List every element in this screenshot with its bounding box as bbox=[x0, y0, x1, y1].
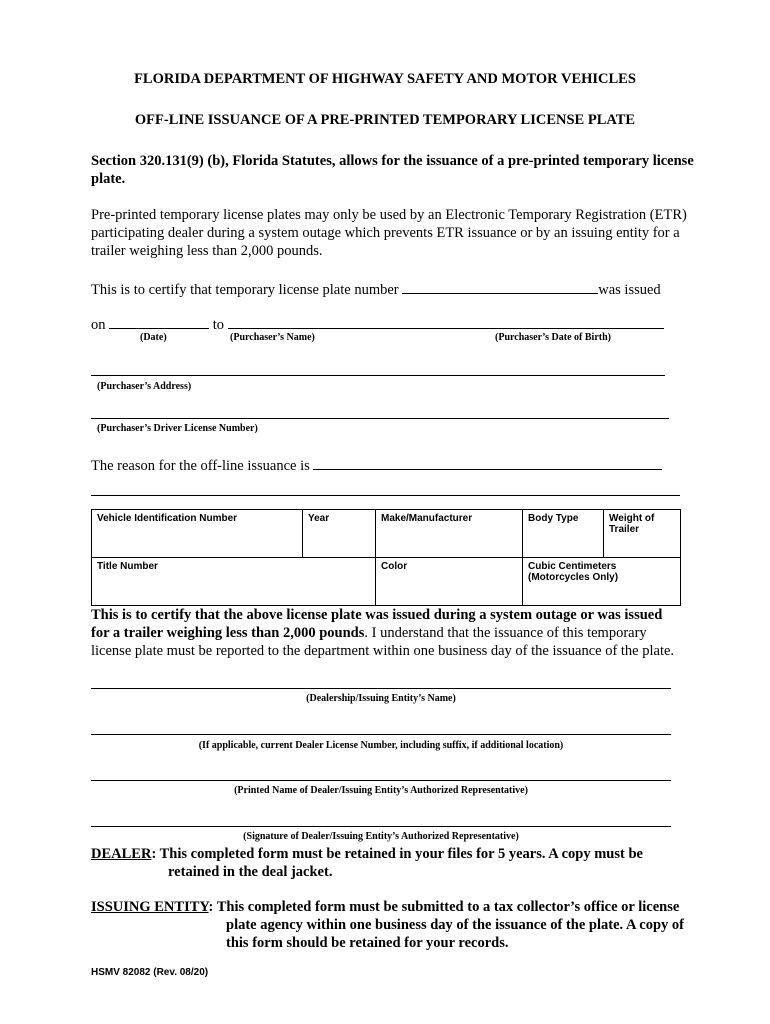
color-cell[interactable] bbox=[376, 558, 523, 606]
signature-label: (Signature of Dealer/Issuing Entity’s Authorized Representative) bbox=[243, 831, 519, 842]
color-label: Color bbox=[381, 561, 408, 572]
title-number-label: Title Number bbox=[97, 561, 158, 572]
cc-cell[interactable] bbox=[523, 558, 681, 606]
reason-field[interactable] bbox=[313, 455, 662, 470]
date-purchaser-line bbox=[91, 314, 664, 334]
make-cell[interactable] bbox=[376, 510, 523, 558]
form-number: HSMV 82082 (Rev. 08/20) bbox=[91, 967, 209, 978]
body-type-label: Body Type bbox=[528, 513, 579, 524]
cc-label: Cubic Centimeters (Motorcycles Only) bbox=[528, 561, 619, 583]
certify-plate-line bbox=[91, 279, 661, 299]
weight-cell[interactable] bbox=[604, 510, 681, 558]
certification-bold-part: for a trailer weighing less than 2,000 pounds bbox=[91, 625, 365, 641]
signature-field[interactable] bbox=[91, 826, 671, 827]
year-label: Year bbox=[308, 513, 330, 524]
issuing-retention-line2: plate agency within one business day of the issuance of the plate. A copy of bbox=[226, 917, 684, 933]
purchaser-name-label: (Purchaser’s Name) bbox=[230, 332, 315, 343]
purchaser-address-label: (Purchaser’s Address) bbox=[97, 381, 192, 392]
certify-text-after: was issued bbox=[598, 282, 661, 298]
issuing-retention-line1 bbox=[91, 898, 679, 916]
dealer-retention-line2: retained in the deal jacket. bbox=[168, 864, 333, 880]
certify-text-before: This is to certify that temporary license plate number bbox=[91, 282, 399, 298]
purchaser-license-field[interactable] bbox=[91, 418, 669, 419]
date-label: (Date) bbox=[140, 332, 167, 343]
statute-text-line1: Section 320.131(9) (b), Florida Statutes, allows for the issuance of a pre-printed temporary license bbox=[91, 153, 694, 169]
usage-text-line1: Pre-printed temporary license plates may only be used by an Electronic Temporary Registration (ETR) bbox=[91, 207, 687, 223]
purchaser-dob-label: (Purchaser’s Date of Birth) bbox=[495, 332, 611, 343]
dealer-retention-line1 bbox=[91, 845, 643, 863]
body-type-cell[interactable] bbox=[523, 510, 604, 558]
weight-label: Weight of Trailer bbox=[609, 513, 655, 535]
to-label: to bbox=[212, 317, 225, 333]
entity-name-label: (Dealership/Issuing Entity’s Name) bbox=[306, 693, 456, 704]
issuing-retention-line3: this form should be retained for your records. bbox=[226, 935, 509, 951]
dealer-license-label: (If applicable, current Dealer License Number, including suffix, if additional location) bbox=[198, 740, 564, 751]
reason-label: The reason for the off-line issuance is bbox=[91, 458, 310, 474]
issuing-entity-label: ISSUING ENTITY bbox=[91, 899, 209, 915]
title-number-cell[interactable] bbox=[92, 558, 376, 606]
statute-text-line2: plate. bbox=[91, 171, 126, 187]
certification-line3: license plate must be reported to the department within one business day of the issuance of the plate. bbox=[91, 643, 675, 659]
dealer-text-line1: : This completed form must be retained in your files for 5 years. A copy must be bbox=[151, 846, 643, 862]
vin-label: Vehicle Identification Number bbox=[97, 513, 238, 524]
printed-name-label: (Printed Name of Dealer/Issuing Entity’s Authorized Representative) bbox=[234, 785, 528, 796]
vehicle-info-table bbox=[91, 509, 681, 606]
dealer-label: DEALER bbox=[91, 846, 152, 862]
agency-title: FLORIDA DEPARTMENT OF HIGHWAY SAFETY AND MOTOR VEHICLES bbox=[134, 71, 636, 87]
form-title: OFF-LINE ISSUANCE OF A PRE-PRINTED TEMPORARY LICENSE PLATE bbox=[134, 112, 636, 128]
certification-line2 bbox=[91, 624, 647, 642]
reason-line bbox=[91, 455, 662, 475]
dealer-license-field[interactable] bbox=[91, 734, 671, 735]
purchaser-address-field[interactable] bbox=[91, 375, 665, 376]
entity-name-field[interactable] bbox=[91, 688, 671, 689]
date-field[interactable] bbox=[109, 314, 209, 329]
issuing-text-line1: : This completed form must be submitted to a tax collector’s office or license bbox=[208, 899, 680, 915]
usage-text-line3: trailer weighing less than 2,000 pounds. bbox=[91, 243, 323, 259]
plate-number-field[interactable] bbox=[402, 279, 598, 294]
on-label: on bbox=[91, 317, 106, 333]
make-label: Make/Manufacturer bbox=[381, 513, 473, 524]
certification-line1: This is to certify that the above license plate was issued during a system outage or was issued bbox=[91, 607, 663, 623]
printed-name-field[interactable] bbox=[91, 780, 671, 781]
certification-normal-part: . I understand that the issuance of this temporary bbox=[364, 625, 647, 641]
purchaser-name-field[interactable] bbox=[228, 314, 664, 329]
year-cell[interactable] bbox=[303, 510, 376, 558]
reason-field-line2[interactable] bbox=[91, 495, 680, 496]
vin-cell[interactable] bbox=[92, 510, 303, 558]
purchaser-license-label: (Purchaser’s Driver License Number) bbox=[97, 423, 258, 434]
usage-text-line2: participating dealer during a system outage which prevents ETR issuance or by an issuing entity for a bbox=[91, 225, 680, 241]
